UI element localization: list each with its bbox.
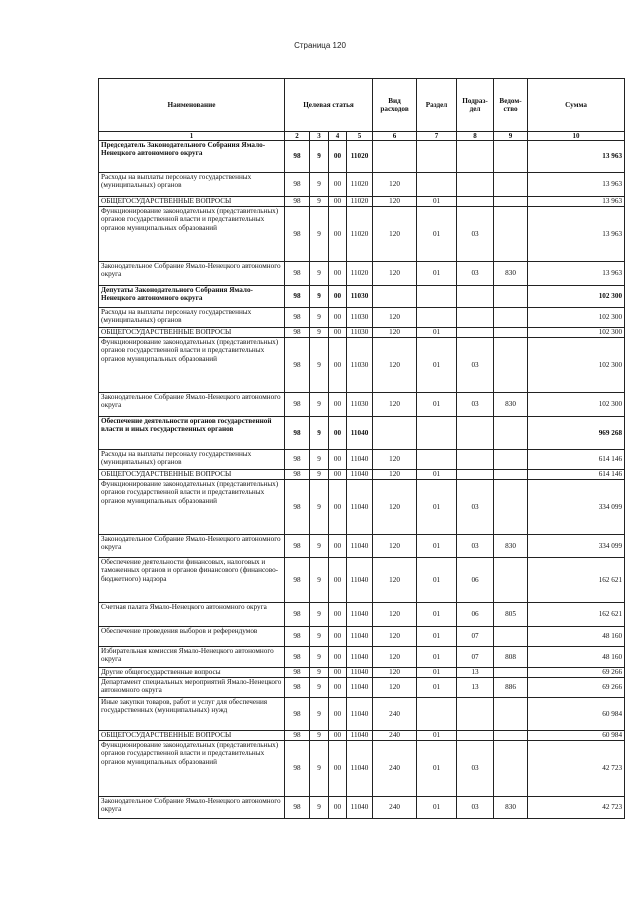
header-target: Целевая статья xyxy=(285,79,373,132)
cell-department xyxy=(494,558,528,603)
table-row xyxy=(99,668,625,678)
cell-department: 886 xyxy=(494,678,528,698)
cell-target-group: 00 xyxy=(329,627,347,647)
table-row xyxy=(99,286,625,308)
cell-expense-type: 120 xyxy=(373,558,417,603)
cell-target-program: 98 xyxy=(285,558,310,603)
cell-target-subprogram: 9 xyxy=(310,603,329,627)
cell-target-group: 00 xyxy=(329,308,347,328)
cell-department xyxy=(494,417,528,450)
table-row xyxy=(99,393,625,417)
cell-department: 805 xyxy=(494,603,528,627)
cell-target-program: 98 xyxy=(285,141,310,173)
cell-name: Законодательное Собрание Ямало-Ненецкого автономного округа xyxy=(99,797,285,819)
cell-department xyxy=(494,141,528,173)
cell-target-group: 00 xyxy=(329,141,347,173)
cell-subsection: 06 xyxy=(457,603,494,627)
cell-expense-type: 240 xyxy=(373,698,417,731)
cell-target-group: 00 xyxy=(329,262,347,286)
table-row xyxy=(99,603,625,627)
cell-target-code: 11040 xyxy=(347,698,373,731)
cell-target-subprogram: 9 xyxy=(310,647,329,668)
header-name: Наименование xyxy=(99,79,285,132)
cell-target-code: 11030 xyxy=(347,308,373,328)
cell-sum: 13 963 xyxy=(528,141,625,173)
table-row xyxy=(99,470,625,480)
cell-target-group: 00 xyxy=(329,558,347,603)
cell-section: 01 xyxy=(417,470,457,480)
cell-name: Департамент специальных мероприятий Ямало-Ненецкого автономного округа xyxy=(99,678,285,698)
header-expense-type: Вид расходов xyxy=(373,79,417,132)
cell-subsection: 03 xyxy=(457,797,494,819)
table-row xyxy=(99,338,625,393)
cell-target-subprogram: 9 xyxy=(310,731,329,741)
table-row xyxy=(99,141,625,173)
cell-target-code: 11040 xyxy=(347,741,373,797)
cell-target-program: 98 xyxy=(285,647,310,668)
header-section: Раздел xyxy=(417,79,457,132)
table-row xyxy=(99,678,625,698)
cell-target-group: 00 xyxy=(329,197,347,207)
column-number: 2 xyxy=(285,132,310,141)
cell-section xyxy=(417,173,457,197)
cell-name: ОБЩЕГОСУДАРСТВЕННЫЕ ВОПРОСЫ xyxy=(99,328,285,338)
cell-target-subprogram: 9 xyxy=(310,417,329,450)
cell-sum: 13 963 xyxy=(528,262,625,286)
cell-name: Законодательное Собрание Ямало-Ненецкого автономного округа xyxy=(99,535,285,558)
cell-sum: 60 984 xyxy=(528,698,625,731)
cell-target-group: 00 xyxy=(329,741,347,797)
cell-name: Избирательная комиссия Ямало-Ненецкого автономного округа xyxy=(99,647,285,668)
page-label: Страница 120 xyxy=(294,41,346,50)
cell-department: 808 xyxy=(494,647,528,668)
cell-target-subprogram: 9 xyxy=(310,286,329,308)
cell-section: 01 xyxy=(417,647,457,668)
cell-expense-type: 120 xyxy=(373,647,417,668)
cell-department: 830 xyxy=(494,535,528,558)
cell-target-program: 98 xyxy=(285,338,310,393)
table-header-row xyxy=(99,79,625,132)
cell-sum: 60 984 xyxy=(528,731,625,741)
cell-name: Другие общегосударственные вопросы xyxy=(99,668,285,678)
cell-name: Расходы на выплаты персоналу государственных (муниципальных) органов xyxy=(99,450,285,470)
cell-target-program: 98 xyxy=(285,197,310,207)
table-row xyxy=(99,328,625,338)
cell-subsection: 03 xyxy=(457,535,494,558)
cell-name: ОБЩЕГОСУДАРСТВЕННЫЕ ВОПРОСЫ xyxy=(99,197,285,207)
cell-target-subprogram: 9 xyxy=(310,393,329,417)
cell-target-code: 11030 xyxy=(347,338,373,393)
cell-target-code: 11020 xyxy=(347,197,373,207)
cell-sum: 334 099 xyxy=(528,480,625,535)
cell-sum: 48 160 xyxy=(528,627,625,647)
cell-sum: 69 266 xyxy=(528,678,625,698)
cell-target-group: 00 xyxy=(329,797,347,819)
cell-target-group: 00 xyxy=(329,698,347,731)
cell-target-code: 11040 xyxy=(347,603,373,627)
cell-target-subprogram: 9 xyxy=(310,328,329,338)
cell-name: ОБЩЕГОСУДАРСТВЕННЫЕ ВОПРОСЫ xyxy=(99,731,285,741)
cell-target-code: 11040 xyxy=(347,558,373,603)
cell-expense-type: 120 xyxy=(373,535,417,558)
cell-expense-type: 120 xyxy=(373,450,417,470)
header-subsection: Подраз-дел xyxy=(457,79,494,132)
cell-section: 01 xyxy=(417,535,457,558)
cell-name: Законодательное Собрание Ямало-Ненецкого автономного округа xyxy=(99,393,285,417)
cell-target-code: 11040 xyxy=(347,417,373,450)
cell-department xyxy=(494,197,528,207)
cell-target-program: 98 xyxy=(285,173,310,197)
column-number: 4 xyxy=(329,132,347,141)
cell-subsection: 06 xyxy=(457,558,494,603)
cell-subsection: 03 xyxy=(457,393,494,417)
column-number: 5 xyxy=(347,132,373,141)
cell-name: Обеспечение деятельности органов государственной власти и иных государственных органов xyxy=(99,417,285,450)
cell-target-subprogram: 9 xyxy=(310,141,329,173)
cell-section: 01 xyxy=(417,338,457,393)
cell-section: 01 xyxy=(417,207,457,262)
cell-target-group: 00 xyxy=(329,393,347,417)
cell-target-program: 98 xyxy=(285,741,310,797)
cell-sum: 13 963 xyxy=(528,207,625,262)
cell-name: Обеспечение проведения выборов и референдумов xyxy=(99,627,285,647)
cell-subsection xyxy=(457,141,494,173)
cell-target-subprogram: 9 xyxy=(310,480,329,535)
cell-expense-type: 120 xyxy=(373,470,417,480)
cell-expense-type: 120 xyxy=(373,603,417,627)
cell-expense-type: 240 xyxy=(373,741,417,797)
cell-target-program: 98 xyxy=(285,678,310,698)
cell-section: 01 xyxy=(417,731,457,741)
cell-target-program: 98 xyxy=(285,308,310,328)
cell-sum: 614 146 xyxy=(528,450,625,470)
cell-target-program: 98 xyxy=(285,207,310,262)
cell-expense-type: 120 xyxy=(373,173,417,197)
cell-target-program: 98 xyxy=(285,328,310,338)
cell-target-subprogram: 9 xyxy=(310,470,329,480)
table-row xyxy=(99,450,625,470)
cell-target-subprogram: 9 xyxy=(310,535,329,558)
cell-section xyxy=(417,698,457,731)
cell-target-group: 00 xyxy=(329,668,347,678)
cell-department xyxy=(494,480,528,535)
cell-department xyxy=(494,470,528,480)
cell-name: Функционирование законодательных (представительных) органов государственной власти и представительных органов муниципальных образований xyxy=(99,207,285,262)
cell-target-code: 11020 xyxy=(347,207,373,262)
cell-section: 01 xyxy=(417,627,457,647)
cell-name: Иные закупки товаров, работ и услуг для обеспечения государственных (муниципальных) нужд xyxy=(99,698,285,731)
cell-sum: 162 621 xyxy=(528,558,625,603)
cell-target-group: 00 xyxy=(329,647,347,668)
cell-name: Законодательное Собрание Ямало-Ненецкого автономного округа xyxy=(99,262,285,286)
cell-expense-type: 120 xyxy=(373,668,417,678)
cell-name: Председатель Законодательного Собрания Ямало-Ненецкого автономного округа xyxy=(99,141,285,173)
cell-target-code: 11020 xyxy=(347,262,373,286)
cell-expense-type: 120 xyxy=(373,308,417,328)
cell-target-program: 98 xyxy=(285,627,310,647)
cell-target-program: 98 xyxy=(285,797,310,819)
cell-target-subprogram: 9 xyxy=(310,173,329,197)
cell-target-program: 98 xyxy=(285,731,310,741)
cell-target-group: 00 xyxy=(329,450,347,470)
cell-name: Счетная палата Ямало-Ненецкого автономного округа xyxy=(99,603,285,627)
cell-subsection xyxy=(457,698,494,731)
table-body xyxy=(99,141,625,819)
cell-department xyxy=(494,741,528,797)
cell-department xyxy=(494,338,528,393)
cell-sum: 162 621 xyxy=(528,603,625,627)
header-department: Ведом-ство xyxy=(494,79,528,132)
cell-target-group: 00 xyxy=(329,678,347,698)
cell-target-code: 11020 xyxy=(347,173,373,197)
cell-target-program: 98 xyxy=(285,393,310,417)
cell-target-code: 11040 xyxy=(347,450,373,470)
column-number: 7 xyxy=(417,132,457,141)
cell-expense-type xyxy=(373,417,417,450)
cell-section: 01 xyxy=(417,678,457,698)
cell-name: ОБЩЕГОСУДАРСТВЕННЫЕ ВОПРОСЫ xyxy=(99,470,285,480)
cell-target-group: 00 xyxy=(329,470,347,480)
cell-target-code: 11020 xyxy=(347,141,373,173)
cell-section: 01 xyxy=(417,741,457,797)
cell-section: 01 xyxy=(417,328,457,338)
cell-section: 01 xyxy=(417,480,457,535)
cell-sum: 13 963 xyxy=(528,173,625,197)
cell-expense-type xyxy=(373,141,417,173)
cell-target-program: 98 xyxy=(285,480,310,535)
cell-name: Депутаты Законодательного Собрания Ямало-Ненецкого автономного округа xyxy=(99,286,285,308)
header-sum: Сумма xyxy=(528,79,625,132)
cell-name: Расходы на выплаты персоналу государственных (муниципальных) органов xyxy=(99,173,285,197)
cell-target-code: 11040 xyxy=(347,627,373,647)
cell-sum: 69 266 xyxy=(528,668,625,678)
cell-target-code: 11040 xyxy=(347,731,373,741)
cell-target-group: 00 xyxy=(329,207,347,262)
cell-target-group: 00 xyxy=(329,603,347,627)
cell-section xyxy=(417,286,457,308)
table-row xyxy=(99,698,625,731)
cell-department xyxy=(494,207,528,262)
cell-section xyxy=(417,308,457,328)
cell-subsection xyxy=(457,328,494,338)
cell-target-group: 00 xyxy=(329,480,347,535)
cell-target-group: 00 xyxy=(329,535,347,558)
cell-expense-type: 120 xyxy=(373,627,417,647)
cell-target-subprogram: 9 xyxy=(310,627,329,647)
cell-expense-type: 240 xyxy=(373,797,417,819)
cell-expense-type: 120 xyxy=(373,678,417,698)
cell-subsection: 07 xyxy=(457,627,494,647)
cell-subsection xyxy=(457,450,494,470)
cell-target-program: 98 xyxy=(285,470,310,480)
cell-target-program: 98 xyxy=(285,698,310,731)
column-number: 9 xyxy=(494,132,528,141)
table-row xyxy=(99,627,625,647)
cell-subsection xyxy=(457,731,494,741)
cell-target-code: 11040 xyxy=(347,647,373,668)
cell-department: 830 xyxy=(494,797,528,819)
cell-sum: 102 300 xyxy=(528,338,625,393)
cell-target-subprogram: 9 xyxy=(310,207,329,262)
cell-target-program: 98 xyxy=(285,603,310,627)
cell-target-subprogram: 9 xyxy=(310,338,329,393)
cell-sum: 42 723 xyxy=(528,741,625,797)
cell-department: 830 xyxy=(494,393,528,417)
cell-section xyxy=(417,417,457,450)
cell-target-subprogram: 9 xyxy=(310,741,329,797)
cell-section xyxy=(417,450,457,470)
table-row xyxy=(99,417,625,450)
cell-department xyxy=(494,668,528,678)
cell-section: 01 xyxy=(417,558,457,603)
cell-name: Функционирование законодательных (представительных) органов государственной власти и представительных органов муниципальных образований xyxy=(99,480,285,535)
cell-subsection: 03 xyxy=(457,262,494,286)
cell-subsection: 03 xyxy=(457,480,494,535)
column-number-row xyxy=(99,132,625,141)
cell-department: 830 xyxy=(494,262,528,286)
cell-name: Обеспечение деятельности финансовых, налоговых и таможенных органов и органов финансового (финансово-бюджетного) надзора xyxy=(99,558,285,603)
cell-target-subprogram: 9 xyxy=(310,197,329,207)
cell-expense-type: 120 xyxy=(373,338,417,393)
cell-expense-type xyxy=(373,286,417,308)
table-row xyxy=(99,535,625,558)
cell-department xyxy=(494,308,528,328)
cell-target-code: 11030 xyxy=(347,393,373,417)
cell-expense-type: 120 xyxy=(373,207,417,262)
cell-target-subprogram: 9 xyxy=(310,262,329,286)
cell-target-group: 00 xyxy=(329,338,347,393)
cell-target-program: 98 xyxy=(285,668,310,678)
column-number: 6 xyxy=(373,132,417,141)
cell-target-subprogram: 9 xyxy=(310,450,329,470)
column-number: 1 xyxy=(99,132,285,141)
cell-target-code: 11040 xyxy=(347,480,373,535)
cell-target-group: 00 xyxy=(329,173,347,197)
cell-target-group: 00 xyxy=(329,417,347,450)
cell-subsection: 03 xyxy=(457,741,494,797)
table-row xyxy=(99,262,625,286)
cell-expense-type: 120 xyxy=(373,393,417,417)
cell-sum: 334 099 xyxy=(528,535,625,558)
cell-target-program: 98 xyxy=(285,450,310,470)
cell-department xyxy=(494,173,528,197)
cell-sum: 48 160 xyxy=(528,647,625,668)
cell-subsection: 13 xyxy=(457,668,494,678)
cell-subsection: 13 xyxy=(457,678,494,698)
cell-target-code: 11040 xyxy=(347,797,373,819)
cell-subsection: 03 xyxy=(457,207,494,262)
cell-section: 01 xyxy=(417,797,457,819)
column-number: 8 xyxy=(457,132,494,141)
cell-sum: 42 723 xyxy=(528,797,625,819)
cell-expense-type: 120 xyxy=(373,262,417,286)
cell-section: 01 xyxy=(417,262,457,286)
cell-department xyxy=(494,450,528,470)
cell-section: 01 xyxy=(417,393,457,417)
table-row xyxy=(99,480,625,535)
cell-sum: 13 963 xyxy=(528,197,625,207)
cell-section: 01 xyxy=(417,668,457,678)
cell-subsection xyxy=(457,197,494,207)
table-row xyxy=(99,797,625,819)
cell-sum: 102 300 xyxy=(528,308,625,328)
cell-expense-type: 120 xyxy=(373,328,417,338)
cell-target-program: 98 xyxy=(285,286,310,308)
table-row xyxy=(99,731,625,741)
cell-name: Расходы на выплаты персоналу государственных (муниципальных) органов xyxy=(99,308,285,328)
cell-target-subprogram: 9 xyxy=(310,308,329,328)
table-row xyxy=(99,197,625,207)
cell-target-code: 11030 xyxy=(347,328,373,338)
cell-department xyxy=(494,286,528,308)
cell-target-code: 11030 xyxy=(347,286,373,308)
cell-section: 01 xyxy=(417,197,457,207)
cell-name: Функционирование законодательных (представительных) органов государственной власти и представительных органов муниципальных образований xyxy=(99,741,285,797)
table-row xyxy=(99,647,625,668)
cell-sum: 102 300 xyxy=(528,393,625,417)
cell-target-program: 98 xyxy=(285,262,310,286)
cell-target-subprogram: 9 xyxy=(310,698,329,731)
cell-target-group: 00 xyxy=(329,328,347,338)
cell-target-program: 98 xyxy=(285,535,310,558)
cell-section: 01 xyxy=(417,603,457,627)
cell-subsection xyxy=(457,286,494,308)
cell-target-subprogram: 9 xyxy=(310,558,329,603)
budget-table xyxy=(98,78,625,819)
cell-name: Функционирование законодательных (представительных) органов государственной власти и представительных органов муниципальных образований xyxy=(99,338,285,393)
table-row xyxy=(99,207,625,262)
cell-target-program: 98 xyxy=(285,417,310,450)
cell-sum: 969 268 xyxy=(528,417,625,450)
cell-section xyxy=(417,141,457,173)
cell-expense-type: 120 xyxy=(373,197,417,207)
cell-target-code: 11040 xyxy=(347,470,373,480)
table-row xyxy=(99,308,625,328)
cell-target-code: 11040 xyxy=(347,535,373,558)
cell-department xyxy=(494,627,528,647)
cell-department xyxy=(494,328,528,338)
cell-target-code: 11040 xyxy=(347,678,373,698)
cell-department xyxy=(494,731,528,741)
cell-target-subprogram: 9 xyxy=(310,797,329,819)
cell-expense-type: 120 xyxy=(373,480,417,535)
column-number: 10 xyxy=(528,132,625,141)
cell-subsection: 07 xyxy=(457,647,494,668)
cell-target-subprogram: 9 xyxy=(310,668,329,678)
cell-target-group: 00 xyxy=(329,731,347,741)
cell-target-code: 11040 xyxy=(347,668,373,678)
cell-subsection: 03 xyxy=(457,338,494,393)
cell-subsection xyxy=(457,308,494,328)
cell-subsection xyxy=(457,173,494,197)
cell-department xyxy=(494,698,528,731)
cell-expense-type: 240 xyxy=(373,731,417,741)
cell-sum: 102 300 xyxy=(528,328,625,338)
cell-sum: 614 146 xyxy=(528,470,625,480)
table-row xyxy=(99,558,625,603)
cell-target-group: 00 xyxy=(329,286,347,308)
cell-sum: 102 300 xyxy=(528,286,625,308)
column-number: 3 xyxy=(310,132,329,141)
table-row xyxy=(99,741,625,797)
table-row xyxy=(99,173,625,197)
cell-target-subprogram: 9 xyxy=(310,678,329,698)
cell-subsection xyxy=(457,470,494,480)
cell-subsection xyxy=(457,417,494,450)
